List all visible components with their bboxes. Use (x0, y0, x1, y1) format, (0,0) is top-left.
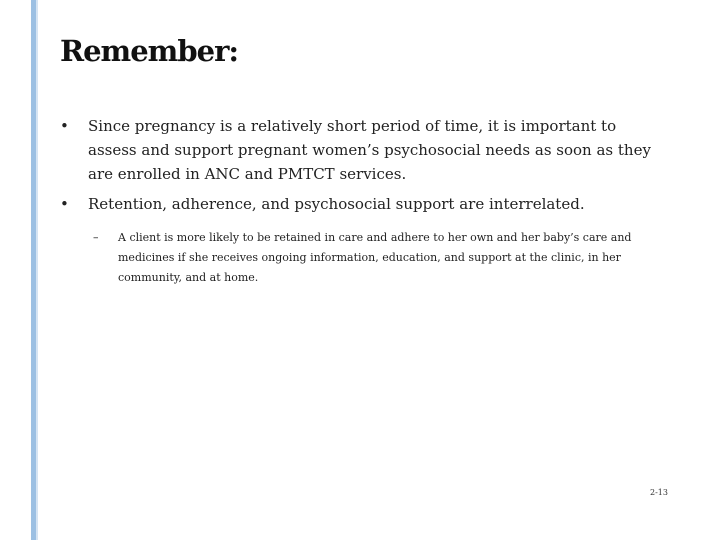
bullet-marker: • (60, 117, 69, 135)
page-number: 2-13 (650, 488, 668, 497)
slide-title: Remember: (60, 34, 239, 68)
bullet-marker: • (60, 195, 69, 213)
left-accent-bar-light (36, 0, 38, 540)
sub-bullet-item (60, 228, 648, 288)
sub-bullet-text: A client is more likely to be retained in care and adhere to her own and her baby’s care and medicines if she receives ongoing information, education, and support at the clinic, in her community, and at home. (118, 231, 632, 284)
bullet-item (60, 114, 660, 186)
bullet-item (60, 192, 660, 216)
bullet-text: Retention, adherence, and psychosocial support are interrelated. (88, 195, 585, 213)
sub-bullet-marker: – (93, 231, 99, 244)
slide-body (60, 114, 660, 288)
bullet-text: Since pregnancy is a relatively short period of time, it is important to assess and support pregnant women’s psychosocial needs as soon as they are enrolled in ANC and PMTCT services. (88, 117, 651, 183)
